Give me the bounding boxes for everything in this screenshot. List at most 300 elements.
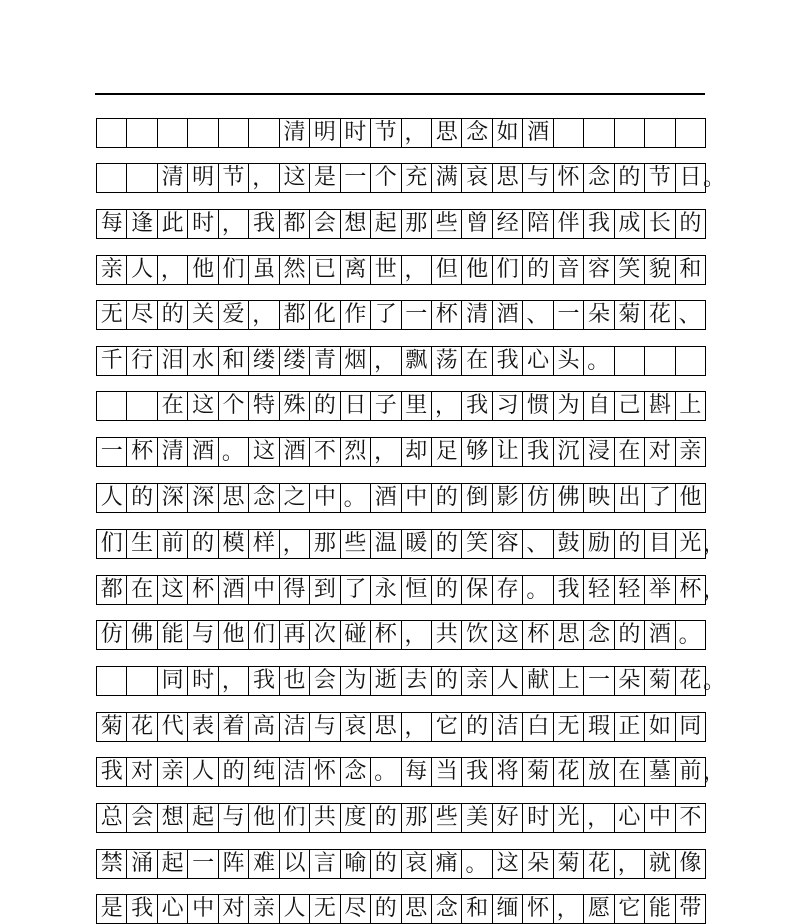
grid-cell: 的 [432, 530, 462, 558]
grid-cell: 那 [310, 530, 340, 558]
grid-cell: 朵 [615, 667, 645, 695]
grid-cell: 。 [676, 621, 706, 649]
grid-cell: 。 [523, 576, 553, 604]
grid-cell: 烈 [341, 438, 371, 466]
grid-cell: 。 [371, 758, 401, 786]
grid-cell: 念 [584, 621, 614, 649]
grid-cell: 瑕 [584, 713, 614, 741]
text-row [96, 209, 706, 239]
grid-cell: 我 [462, 758, 492, 786]
text-row [96, 620, 706, 650]
grid-cell: 惯 [523, 392, 553, 420]
grid-cell [97, 164, 127, 192]
grid-cell: 我 [249, 667, 279, 695]
grid-cell: 一 [584, 667, 614, 695]
grid-cell: 泪 [158, 347, 188, 375]
grid-cell: 节 [645, 164, 675, 192]
grid-cell: 一 [341, 164, 371, 192]
grid-cell: 的 [676, 210, 706, 238]
grid-cell [615, 119, 645, 147]
grid-cell: 菊 [523, 758, 553, 786]
grid-cell: 与 [310, 713, 340, 741]
grid-cell: 模 [219, 530, 249, 558]
grid-cell: 清 [158, 438, 188, 466]
grid-cell: 节 [371, 119, 401, 147]
grid-cell: 亲 [249, 895, 279, 923]
grid-cell: 恒 [402, 576, 432, 604]
grid-cell [676, 119, 706, 147]
grid-cell: 阵 [219, 850, 249, 878]
grid-cell: 怀 [554, 164, 584, 192]
grid-cell: 沉 [554, 438, 584, 466]
grid-cell: ， [219, 667, 249, 695]
grid-cell: 的 [523, 256, 553, 284]
grid-cell: ， [554, 895, 584, 923]
grid-cell: 日 [341, 392, 371, 420]
grid-cell: 容 [584, 256, 614, 284]
grid-cell: 的 [188, 530, 218, 558]
grid-cell: 心 [158, 895, 188, 923]
grid-cell: 这 [493, 850, 523, 878]
grid-cell: 一 [554, 301, 584, 329]
grid-cell: 我 [97, 758, 127, 786]
grid-cell: ， [615, 850, 645, 878]
grid-cell: 与 [523, 164, 553, 192]
grid-cell [127, 119, 157, 147]
grid-cell: 正 [615, 713, 645, 741]
grid-cell: 怀 [523, 895, 553, 923]
grid-cell: ， [249, 164, 279, 192]
grid-cell: 些 [432, 210, 462, 238]
grid-cell: 念 [584, 164, 614, 192]
grid-cell: 节 [219, 164, 249, 192]
grid-cell: 的 [432, 667, 462, 695]
grid-cell: 放 [584, 758, 614, 786]
grid-cell [97, 119, 127, 147]
grid-cell: 些 [341, 530, 371, 558]
margin-punctuation: ， [703, 532, 726, 557]
grid-cell: 墓 [645, 758, 675, 786]
text-row [96, 437, 706, 467]
grid-cell: 再 [280, 621, 310, 649]
grid-cell: 纯 [249, 758, 279, 786]
grid-cell: 它 [432, 713, 462, 741]
grid-cell [645, 347, 675, 375]
grid-cell: 如 [493, 119, 523, 147]
grid-cell: 同 [676, 713, 706, 741]
grid-cell: 的 [462, 713, 492, 741]
text-row [96, 849, 706, 879]
grid-cell: 对 [645, 438, 675, 466]
grid-cell: 都 [97, 576, 127, 604]
grid-cell: 这 [493, 621, 523, 649]
grid-cell: ， [249, 301, 279, 329]
grid-cell: 痛 [432, 850, 462, 878]
grid-cell: 们 [493, 256, 523, 284]
grid-cell: 思 [219, 484, 249, 512]
grid-cell: 想 [158, 804, 188, 832]
grid-cell: 念 [462, 119, 492, 147]
grid-cell: 菊 [615, 301, 645, 329]
grid-cell: 带 [676, 895, 706, 923]
grid-cell: 每 [402, 758, 432, 786]
grid-cell: ， [402, 621, 432, 649]
grid-cell: 涌 [127, 850, 157, 878]
grid-cell: 他 [188, 256, 218, 284]
grid-cell: 足 [432, 438, 462, 466]
grid-cell: 、 [523, 530, 553, 558]
grid-cell: 我 [493, 347, 523, 375]
grid-cell: 时 [188, 210, 218, 238]
grid-cell: 朵 [584, 301, 614, 329]
grid-cell: 子 [371, 392, 401, 420]
grid-cell: 杯 ， [676, 576, 706, 604]
grid-cell: 将 [493, 758, 523, 786]
grid-cell: 举 [645, 576, 675, 604]
grid-cell: 洁 [493, 713, 523, 741]
grid-cell [554, 119, 584, 147]
grid-cell: ， [432, 392, 462, 420]
grid-cell: 佛 [127, 621, 157, 649]
grid-cell: 时 [341, 119, 371, 147]
grid-cell: 禁 [97, 850, 127, 878]
grid-cell: 明 [188, 164, 218, 192]
grid-cell: 饮 [462, 621, 492, 649]
grid-cell: 上 [676, 392, 706, 420]
grid-cell: 对 [219, 895, 249, 923]
grid-cell: 杯 [432, 301, 462, 329]
grid-cell: 与 [219, 804, 249, 832]
grid-cell: 的 [310, 392, 340, 420]
grid-cell: 陪 [523, 210, 553, 238]
grid-cell: 总 [97, 804, 127, 832]
grid-cell: 花 [645, 301, 675, 329]
grid-cell: 、 [676, 301, 706, 329]
grid-cell: 伴 [554, 210, 584, 238]
grid-cell: 亲 [97, 256, 127, 284]
grid-cell: 到 [310, 576, 340, 604]
grid-cell: 与 [188, 621, 218, 649]
grid-cell: 让 [493, 438, 523, 466]
grid-cell: 映 [584, 484, 614, 512]
grid-cell: 然 [280, 256, 310, 284]
grid-cell: 杯 [523, 621, 553, 649]
grid-cell: 烟 [341, 347, 371, 375]
grid-cell: 为 [554, 392, 584, 420]
grid-cell: 共 [432, 621, 462, 649]
grid-cell: 的 [127, 484, 157, 512]
grid-cell: 荡 [432, 347, 462, 375]
grid-cell: 花 。 [676, 667, 706, 695]
grid-cell: 哀 [402, 850, 432, 878]
grid-cell: 人 [127, 256, 157, 284]
grid-cell: 会 [310, 667, 340, 695]
margin-punctuation: 。 [703, 669, 726, 694]
grid-cell: ， [219, 210, 249, 238]
grid-cell: 了 [645, 484, 675, 512]
grid-cell: 碰 [341, 621, 371, 649]
grid-cell: 作 [341, 301, 371, 329]
grid-cell: 逢 [127, 210, 157, 238]
grid-cell: 我 [523, 438, 553, 466]
grid-cell: 酒 [645, 621, 675, 649]
grid-cell: 轻 [584, 576, 614, 604]
grid-cell: 他 [462, 256, 492, 284]
grid-cell: 当 [432, 758, 462, 786]
grid-cell: 想 [341, 210, 371, 238]
grid-cell: 些 [432, 804, 462, 832]
grid-cell: ， [402, 713, 432, 741]
grid-cell: 殊 [280, 392, 310, 420]
grid-cell: 像 [676, 850, 706, 878]
text-row [96, 712, 706, 742]
grid-cell: 的 [371, 850, 401, 878]
grid-cell: 清 [462, 301, 492, 329]
grid-cell: 念 [249, 484, 279, 512]
grid-cell: 共 [310, 804, 340, 832]
grid-cell: 轻 [615, 576, 645, 604]
grid-cell: 能 [158, 621, 188, 649]
grid-cell: 的 [158, 301, 188, 329]
grid-cell: 容 [493, 530, 523, 558]
grid-cell: 一 [97, 438, 127, 466]
grid-cell: 他 [219, 621, 249, 649]
grid-cell: 。 [341, 484, 371, 512]
grid-cell: 会 [127, 804, 157, 832]
grid-cell: 永 [371, 576, 401, 604]
grid-cell: 菊 [554, 850, 584, 878]
grid-cell: 次 [310, 621, 340, 649]
grid-cell: ， [280, 530, 310, 558]
grid-cell: 在 [462, 347, 492, 375]
grid-cell [127, 164, 157, 192]
grid-cell: 白 [523, 713, 553, 741]
grid-cell: 杯 [127, 438, 157, 466]
grid-cell: 每 [97, 210, 127, 238]
grid-cell: 虽 [249, 256, 279, 284]
grid-cell: 和 [676, 256, 706, 284]
grid-cell: 缕 [280, 347, 310, 375]
grid-cell: 们 [249, 621, 279, 649]
grid-cell: 的 [615, 164, 645, 192]
grid-cell: 那 [402, 210, 432, 238]
grid-cell: 代 [158, 713, 188, 741]
grid-cell: 们 [280, 804, 310, 832]
grid-cell: 念 [341, 758, 371, 786]
grid-cell [188, 119, 218, 147]
grid-cell: 飘 [402, 347, 432, 375]
grid-cell: 和 [219, 347, 249, 375]
grid-cell: 愿 [584, 895, 614, 923]
margin-punctuation: ， [703, 578, 726, 603]
grid-cell: 个 [371, 164, 401, 192]
grid-cell: 特 [249, 392, 279, 420]
grid-cell: 着 [219, 713, 249, 741]
grid-cell: 此 [158, 210, 188, 238]
title-row [96, 118, 706, 148]
grid-cell: 化 [310, 301, 340, 329]
grid-cell [127, 392, 157, 420]
grid-cell: 高 [249, 713, 279, 741]
grid-cell: 缅 [493, 895, 523, 923]
grid-cell: 鼓 [554, 530, 584, 558]
grid-cell: 经 [493, 210, 523, 238]
grid-cell: 人 [97, 484, 127, 512]
grid-cell: 中 [402, 484, 432, 512]
grid-cell: 我 [554, 576, 584, 604]
grid-cell: 洁 [280, 758, 310, 786]
grid-cell: 在 [158, 392, 188, 420]
grid-cell: 倒 [462, 484, 492, 512]
grid-cell: 个 [219, 392, 249, 420]
grid-cell: 得 [280, 576, 310, 604]
grid-cell: 们 [219, 256, 249, 284]
grid-cell: 一 [402, 301, 432, 329]
grid-cell: 曾 [462, 210, 492, 238]
grid-cell: 他 [249, 804, 279, 832]
grid-cell: 都 [280, 301, 310, 329]
grid-cell: 充 [402, 164, 432, 192]
grid-cell: 表 [188, 713, 218, 741]
grid-cell: 仿 [97, 621, 127, 649]
grid-cell: 好 [493, 804, 523, 832]
text-row [96, 391, 706, 421]
grid-cell: 日 。 [676, 164, 706, 192]
grid-cell: 一 [188, 850, 218, 878]
grid-cell: 这 [249, 438, 279, 466]
grid-cell: 哀 [462, 164, 492, 192]
grid-cell: ， [158, 256, 188, 284]
grid-cell: 样 [249, 530, 279, 558]
grid-cell: 酒 [493, 301, 523, 329]
grid-cell: 酒 [188, 438, 218, 466]
grid-cell: ， [402, 119, 432, 147]
grid-cell: 了 [371, 301, 401, 329]
grid-cell: 思 [554, 621, 584, 649]
grid-cell [219, 119, 249, 147]
grid-cell: 杯 [371, 621, 401, 649]
grid-cell [584, 119, 614, 147]
grid-cell: 不 [676, 804, 706, 832]
grid-cell: 斟 [645, 392, 675, 420]
grid-cell: 仿 [523, 484, 553, 512]
grid-cell: 思 [402, 895, 432, 923]
grid-cell: 笑 [462, 530, 492, 558]
grid-cell: 影 [493, 484, 523, 512]
grid-cell: 行 [127, 347, 157, 375]
grid-cell: 清 [280, 119, 310, 147]
grid-cell: 这 [280, 164, 310, 192]
grid-cell: 哀 [341, 713, 371, 741]
grid-cell: 爱 [219, 301, 249, 329]
grid-cell: 难 [249, 850, 279, 878]
grid-cell: 人 [493, 667, 523, 695]
grid-cell: 己 [615, 392, 645, 420]
grid-cell: 美 [462, 804, 492, 832]
grid-cell: 起 [188, 804, 218, 832]
grid-cell: 时 [188, 667, 218, 695]
text-row [96, 894, 706, 924]
grid-cell: 为 [341, 667, 371, 695]
grid-cell: 尽 [341, 895, 371, 923]
grid-cell: 杯 [188, 576, 218, 604]
grid-cell: 起 [371, 210, 401, 238]
grid-cell: 人 [188, 758, 218, 786]
grid-cell: 的 [371, 804, 401, 832]
grid-cell: 亲 [158, 758, 188, 786]
grid-cell: 之 [280, 484, 310, 512]
text-row [96, 163, 726, 193]
grid-cell: 会 [310, 210, 340, 238]
grid-cell: 深 [188, 484, 218, 512]
grid-cell: 佛 [554, 484, 584, 512]
grid-cell: 生 [127, 530, 157, 558]
grid-cell: 逝 [371, 667, 401, 695]
grid-cell: 那 [402, 804, 432, 832]
grid-cell: 花 [554, 758, 584, 786]
grid-cell: 人 [280, 895, 310, 923]
grid-cell: 思 [371, 713, 401, 741]
grid-cell: 励 [584, 530, 614, 558]
grid-cell: 它 [615, 895, 645, 923]
grid-cell: 、 [523, 301, 553, 329]
grid-cell: 前 [158, 530, 188, 558]
grid-cell: 暖 [402, 530, 432, 558]
grid-cell: 清 [158, 164, 188, 192]
grid-cell: 们 [97, 530, 127, 558]
grid-cell: 的 [219, 758, 249, 786]
grid-cell: 尽 [127, 301, 157, 329]
grid-cell: 去 [402, 667, 432, 695]
grid-cell: 喻 [341, 850, 371, 878]
grid-cell: 酒 [219, 576, 249, 604]
grid-cell: 菊 [97, 713, 127, 741]
grid-cell: 水 [188, 347, 218, 375]
grid-cell: 满 [432, 164, 462, 192]
grid-cell [127, 667, 157, 695]
grid-cell: 思 [493, 164, 523, 192]
grid-cell: 朵 [523, 850, 553, 878]
grid-cell: 在 [615, 438, 645, 466]
grid-cell: 但 [432, 256, 462, 284]
grid-cell: 他 [676, 484, 706, 512]
grid-cell: 成 [615, 210, 645, 238]
grid-cell: 这 [158, 576, 188, 604]
grid-cell: 中 [645, 804, 675, 832]
grid-cell: 心 [523, 347, 553, 375]
grid-cell: 不 [310, 438, 340, 466]
grid-cell: 是 [97, 895, 127, 923]
grid-cell: 在 [127, 576, 157, 604]
grid-cell: 关 [188, 301, 218, 329]
grid-cell: 在 [615, 758, 645, 786]
grid-cell: 也 [280, 667, 310, 695]
grid-cell: 我 [462, 392, 492, 420]
grid-cell: 头 [554, 347, 584, 375]
text-row [96, 757, 726, 787]
grid-cell: 的 [432, 576, 462, 604]
grid-cell: 光 ， [676, 530, 706, 558]
grid-cell: 已 [310, 256, 340, 284]
grid-cell [249, 119, 279, 147]
grid-cell: 怀 [310, 758, 340, 786]
grid-cell [158, 119, 188, 147]
grid-cell: 中 [310, 484, 340, 512]
grid-cell: 和 [462, 895, 492, 923]
grid-cell: 亲 [462, 667, 492, 695]
grid-cell: 洁 [280, 713, 310, 741]
grid-cell: 青 [310, 347, 340, 375]
